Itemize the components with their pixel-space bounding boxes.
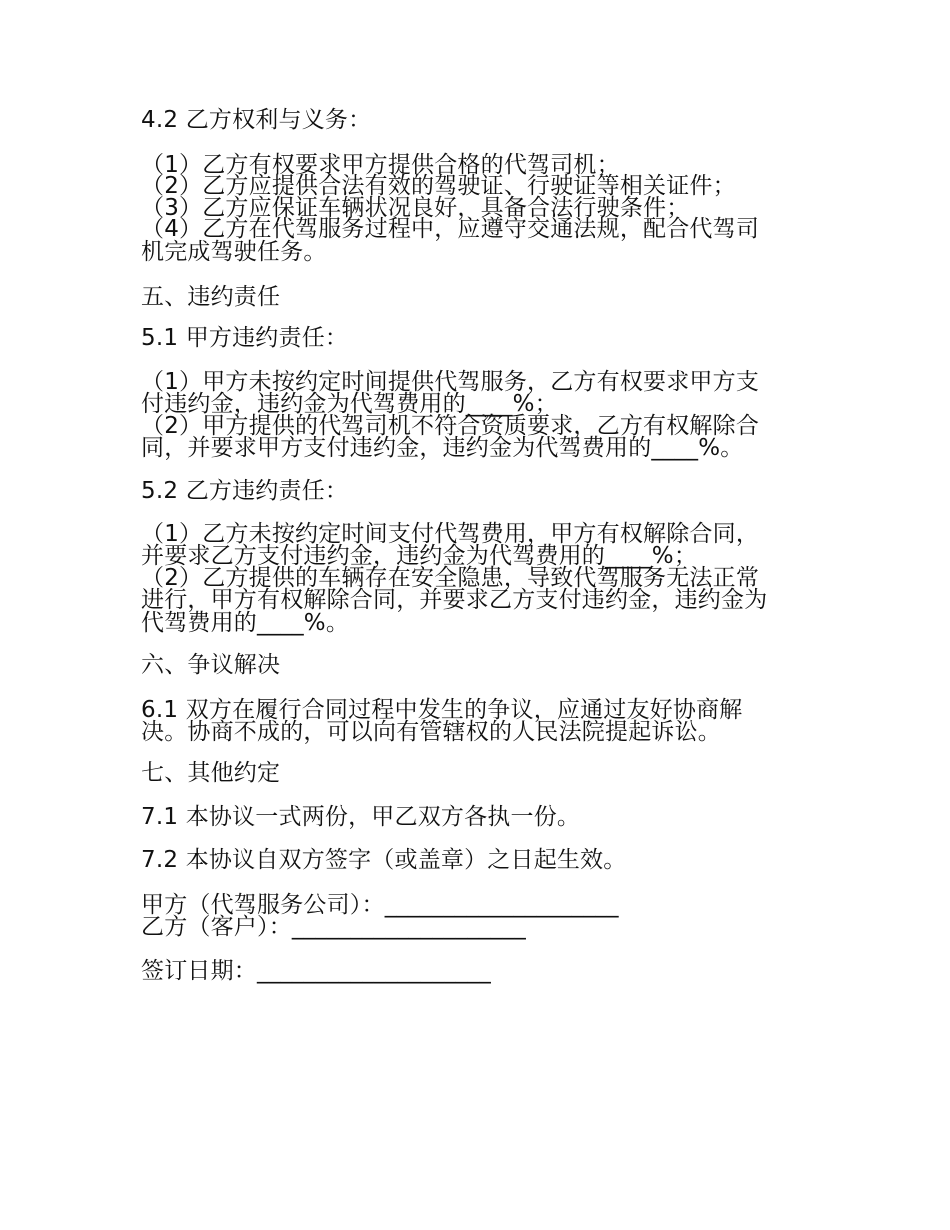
clause-line: 7.1 本协议一式两份，甲乙双方各执一份。 [141,804,581,830]
clause-line: 同，并要求甲方支付违约金，违约金为代驾费用的____%。 [141,435,744,461]
section-heading-other: 七、其他约定 [141,760,281,786]
clause-line: 7.2 本协议自双方签字（或盖章）之日起生效。 [141,847,627,873]
clause-line: （4）乙方在代驾服务过程中，应遵守交通法规，配合代驾司 [141,216,760,242]
clause-line: （3）乙方应保证车辆状况良好，具备合法行驶条件； [141,195,690,221]
clause-line: 进行，甲方有权解除合同，并要求乙方支付违约金，违约金为 [141,587,768,613]
clause-line: （1）乙方有权要求甲方提供合格的代驾司机； [141,152,620,178]
section-heading-5-2: 5.2 乙方违约责任： [141,478,349,504]
clause-line: （2）乙方应提供合法有效的驾驶证、行驶证等相关证件； [141,173,736,199]
clause-line: 决。协商不成的，可以向有管辖权的人民法院提起诉讼。 [141,719,721,745]
clause-line: 代驾费用的____%。 [141,610,350,636]
clause-line: 机完成驾驶任务。 [141,239,327,265]
section-heading-5-1: 5.1 甲方违约责任： [141,325,349,351]
section-heading-4-2: 4.2 乙方权利与义务： [141,107,372,133]
clause-line: （2）乙方提供的车辆存在安全隐患，导致代驾服务无法正常 [141,565,760,591]
clause-line: （1）甲方未按约定时间提供代驾服务，乙方有权要求甲方支 [141,369,760,395]
clause-line: （2）甲方提供的代驾司机不符合资质要求，乙方有权解除合 [141,413,760,439]
section-heading-dispute: 六、争议解决 [141,652,281,678]
signing-date: 签订日期：____________________ [141,958,491,984]
clause-line: （1）乙方未按约定时间支付代驾费用，甲方有权解除合同， [141,521,760,547]
section-heading-breach: 五、违约责任 [141,284,281,310]
signature-party-a: 甲方（代驾服务公司）：____________________ [141,892,619,918]
clause-line: 付违约金，违约金为代驾费用的____%； [141,391,558,417]
clause-line: 6.1 双方在履行合同过程中发生的争议，应通过友好协商解 [141,697,743,723]
signature-party-b: 乙方（客户）：____________________ [141,914,526,940]
clause-line: 并要求乙方支付违约金，违约金为代驾费用的____%； [141,543,698,569]
